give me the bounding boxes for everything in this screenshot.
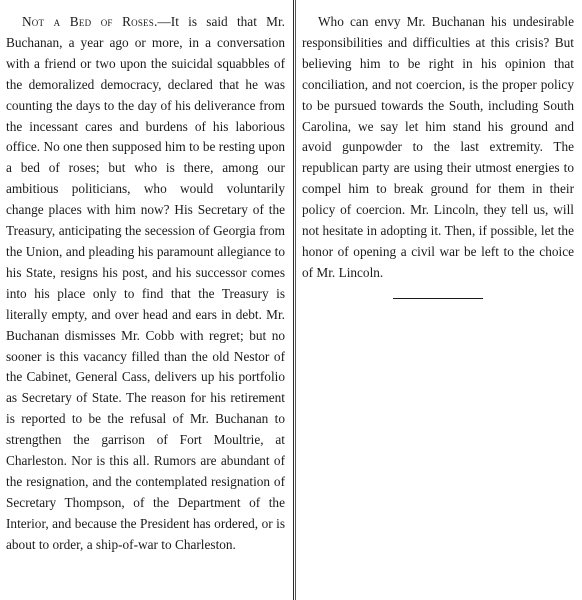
article-body-left: —It is said that Mr. Buchanan, a year ago or more, in a conversation with a friend or two upon the suicidal squabbles of the demoralized democracy, declared that he was counting the days to the day of his deliverance from the incessant cares and burdens of his laborious office. No one then supposed him to be resting upon a bed of roses; but who is there, among our ambitious politicians, who would voluntarily change places with him now? His Secretary of the Treasury, anticipating the secession of Georgia from the Union, and pleading his paramount allegiance to his State, resigns his post, and his successor comes into his place only to find that the Treasury is literally empty, and over head and ears in debt. Mr. Buchanan dismisses Mr. Cobb with regret; but no sooner is this vacancy filled than the old Nestor of the Cabinet, General Cass, delivers up his portfolio as Secretary of State. The reason for his retirement is reported to be the refusal of Mr. Buchanan to strengthen the garrison of Fort Moultrie, at Charleston. Nor is this all. Rumors are abundant of the resignation, and the contemplated resignation of Secretary Thompson, of the Department of the Interior, and because the President has ordered, or is about to order, a ship-of-war to Charleston. [6,14,285,552]
article-headline: Not a Bed of Roses. [22,14,158,29]
article-paragraph [6,12,285,556]
column-divider [293,0,294,600]
end-of-article-rule [393,298,483,299]
left-column [6,12,285,556]
right-column [302,12,574,299]
article-body-right: Who can envy Mr. Buchanan his undesirable responsibilities and difficulties at this crisis? But believing him to be right in his opinion that conciliation, and not coercion, is the proper policy to be pursued towards the South, including South Carolina, we say let him stand his ground and avoid gunpowder to the last extremity. The republican party are using their utmost energies to compel him to break ground for them in their policy of coercion. Mr. Lincoln, they tell us, will not hesitate in adopting it. Then, if possible, let the honor of opening a civil war be left to the choice of Mr. Lincoln. [302,14,574,280]
column-divider-inner [295,0,296,600]
